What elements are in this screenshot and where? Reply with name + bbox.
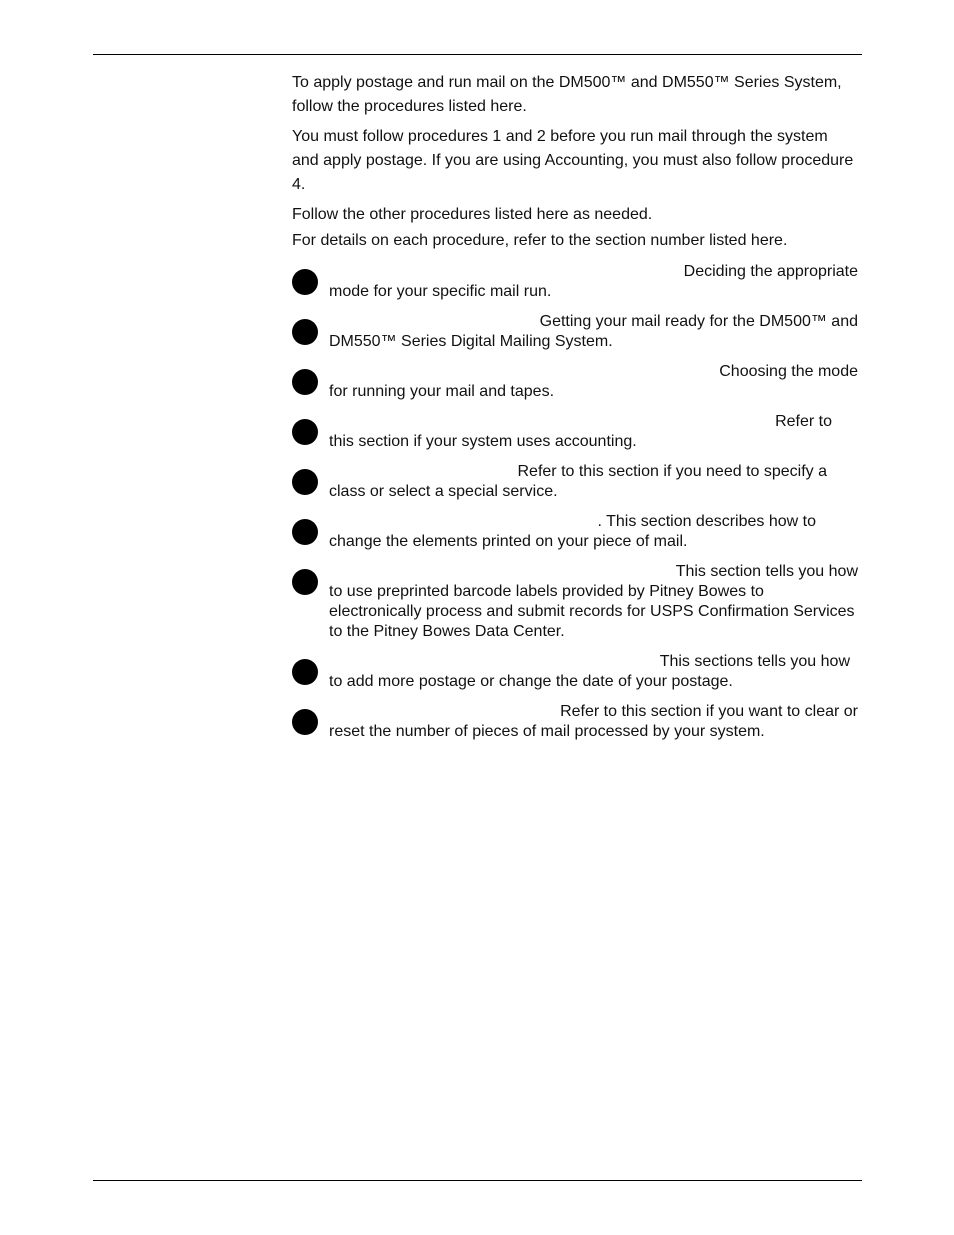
procedure-description-rest: mode for your specific mail run. xyxy=(329,283,552,300)
procedure-description xyxy=(329,512,858,552)
procedure-item-5 xyxy=(292,462,858,502)
intro-text xyxy=(292,71,858,259)
procedure-item-8 xyxy=(292,652,858,692)
procedure-description-rest: change the elements printed on your piece of mail. xyxy=(329,533,688,550)
bullet-icon xyxy=(292,319,318,345)
intro-paragraph-4: For details on each procedure, refer to the section number listed here. xyxy=(292,232,788,249)
procedure-description xyxy=(329,412,858,452)
procedure-item-6 xyxy=(292,512,858,552)
procedure-description xyxy=(329,702,858,742)
header-rule xyxy=(93,54,862,55)
procedure-description-line-1: Refer to this section if you need to specify a xyxy=(517,463,827,480)
procedure-description-rest: for running your mail and tapes. xyxy=(329,383,555,400)
procedure-item-9 xyxy=(292,702,858,742)
procedure-item-1 xyxy=(292,262,858,302)
bullet-icon xyxy=(292,419,318,445)
procedure-description xyxy=(329,652,858,692)
procedure-description-line-1: . This section describes how to xyxy=(597,513,816,530)
procedure-list xyxy=(292,262,858,752)
footer-rule xyxy=(93,1180,862,1181)
bullet-icon xyxy=(292,469,318,495)
procedure-description-line-1: This sections tells you how xyxy=(659,653,850,670)
procedure-description-rest: DM550™ Series Digital Mailing System. xyxy=(329,333,613,350)
procedure-item-7 xyxy=(292,562,858,642)
bullet-icon xyxy=(292,269,318,295)
procedure-description-line-1: Getting your mail ready for the DM500™ and xyxy=(539,313,858,330)
procedure-description-rest: to use preprinted barcode labels provided by Pitney Bowes to electronically process and submit records for USPS Confirmation Services to the Pitney Bowes Data Center. xyxy=(329,583,855,640)
intro-paragraph-3: Follow the other procedures listed here as needed. xyxy=(292,206,653,223)
procedure-description xyxy=(329,362,858,402)
procedure-description xyxy=(329,312,858,352)
procedure-description-line-1: This section tells you how xyxy=(675,563,858,580)
bullet-icon xyxy=(292,569,318,595)
intro-paragraph-1: To apply postage and run mail on the DM500™ and DM550™ Series System, follow the procedures listed here. xyxy=(292,74,842,115)
procedure-description-line-1: Choosing the mode xyxy=(719,363,858,380)
procedure-description-line-1: Deciding the appropriate xyxy=(683,263,858,280)
bullet-icon xyxy=(292,519,318,545)
bullet-icon xyxy=(292,659,318,685)
procedure-item-2 xyxy=(292,312,858,352)
procedure-item-4 xyxy=(292,412,858,452)
bullet-icon xyxy=(292,369,318,395)
procedure-description xyxy=(329,562,858,642)
procedure-description-line-1: Refer to xyxy=(775,413,832,430)
procedure-description-rest: this section if your system uses accounting. xyxy=(329,433,637,450)
procedure-description xyxy=(329,262,858,302)
procedure-description-rest: class or select a special service. xyxy=(329,483,558,500)
bullet-icon xyxy=(292,709,318,735)
procedure-description-line-1: Refer to this section if you want to clear or xyxy=(560,703,858,720)
procedure-item-3 xyxy=(292,362,858,402)
procedure-description xyxy=(329,462,858,502)
intro-paragraph-2: You must follow procedures 1 and 2 before you run mail through the system and apply postage. If you are using Accounting, you must also follow procedure 4. xyxy=(292,128,854,193)
procedure-description-rest: reset the number of pieces of mail processed by your system. xyxy=(329,723,765,740)
procedure-description-rest: to add more postage or change the date of your postage. xyxy=(329,673,733,690)
